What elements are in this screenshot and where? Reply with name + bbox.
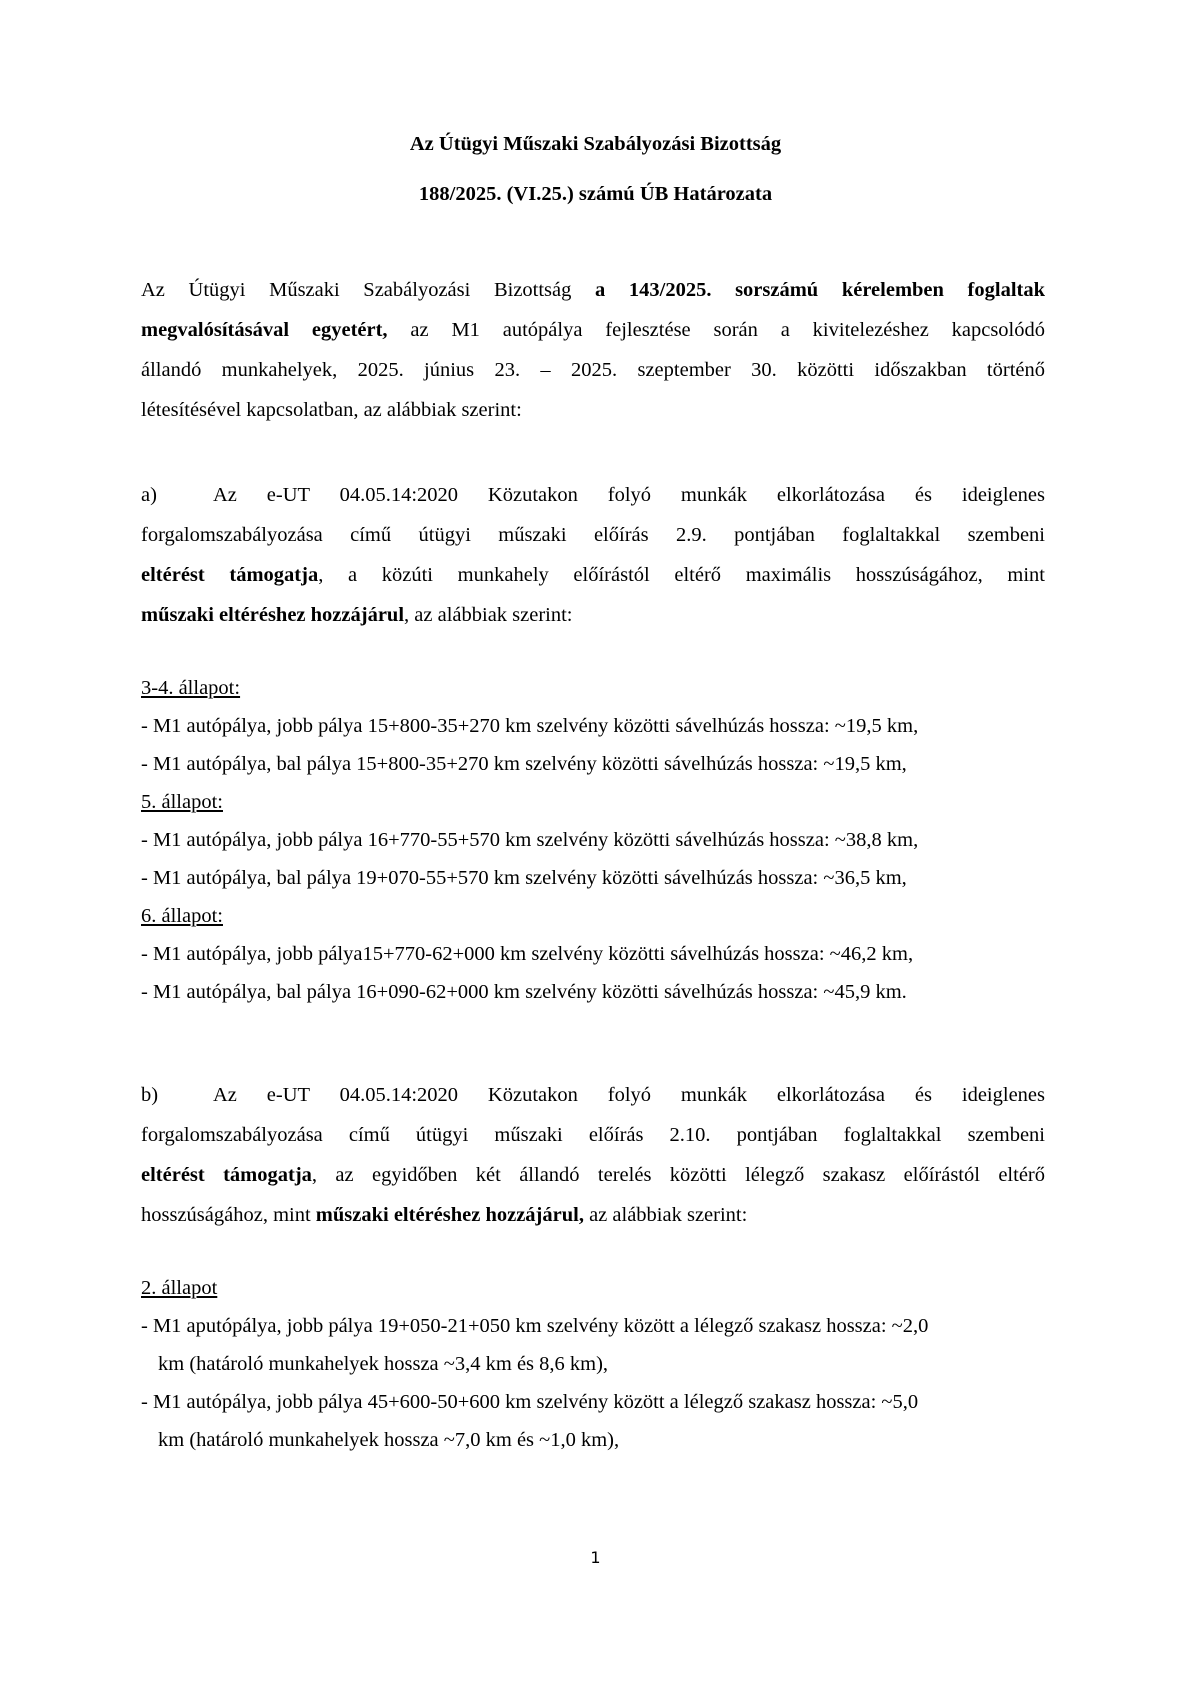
intro-line-1: Az Útügyi Műszaki Szabályozási Bizottság a 143/2025. sorszámú kérelemben foglaltak	[141, 279, 1045, 301]
state-3-4-item: - M1 autópálya, bal pálya 15+800-35+270 km szelvény közötti sávelhúzás hossza: ~19,5 km,	[141, 753, 907, 775]
section-a-line-4: műszaki eltéréshez hozzájárul, az alábbiak szerint:	[141, 604, 573, 626]
state-2-label: 2. állapot	[141, 1277, 218, 1299]
state-5-label: 5. állapot:	[141, 791, 223, 813]
section-a-line-3: eltérést támogatja, a közúti munkahely előírástól eltérő maximális hosszúságához, mint	[141, 564, 1045, 586]
document-title: Az Útügyi Műszaki Szabályozási Bizottság	[409, 133, 782, 155]
resolution-number: 188/2025. (VI.25.) számú ÚB Határozata	[418, 183, 773, 205]
section-b-line-3: eltérést támogatja, az egyidőben két állandó terelés közötti lélegző szakasz előírástól eltérő	[141, 1164, 1045, 1186]
section-b-line-4: hosszúságához, mint műszaki eltéréshez hozzájárul, az alábbiak szerint:	[141, 1204, 748, 1226]
section-a-line-1: a) Az e-UT 04.05.14:2020 Közutakon folyó munkák elkorlátozása és ideiglenes	[141, 484, 1045, 506]
state-2-item: - M1 aputópálya, jobb pálya 19+050-21+050 km szelvény között a lélegző szakasz hossza: ~2,0	[141, 1315, 929, 1337]
state-2-item-continuation: km (határoló munkahelyek hossza ~3,4 km és 8,6 km),	[158, 1353, 609, 1375]
page-number: 1	[590, 1548, 601, 1567]
section-a-marker: a)	[141, 484, 157, 506]
section-b-line-2: forgalomszabályozása című útügyi műszaki előírás 2.10. pontjában foglaltakkal szembeni	[141, 1124, 1045, 1146]
state-3-4-item: - M1 autópálya, jobb pálya 15+800-35+270 km szelvény közötti sávelhúzás hossza: ~19,5 km,	[141, 715, 919, 737]
state-6-item: - M1 autópálya, bal pálya 16+090-62+000 km szelvény közötti sávelhúzás hossza: ~45,9 km.	[141, 981, 907, 1003]
state-6-label: 6. állapot:	[141, 905, 223, 927]
state-2-item: - M1 autópálya, jobb pálya 45+600-50+600 km szelvény között a lélegző szakasz hossza: ~5,0	[141, 1391, 919, 1413]
state-5-item: - M1 autópálya, jobb pálya 16+770-55+570 km szelvény közötti sávelhúzás hossza: ~38,8 km,	[141, 829, 919, 851]
intro-line-4: létesítésével kapcsolatban, az alábbiak szerint:	[141, 399, 522, 421]
intro-line-3: állandó munkahelyek, 2025. június 23. – 2025. szeptember 30. közötti időszakban történő	[141, 359, 1045, 381]
state-2-item-continuation: km (határoló munkahelyek hossza ~7,0 km és ~1,0 km),	[158, 1429, 620, 1451]
state-5-item: - M1 autópálya, bal pálya 19+070-55+570 km szelvény közötti sávelhúzás hossza: ~36,5 km,	[141, 867, 907, 889]
intro-line-2: megvalósításával egyetért, az M1 autópálya fejlesztése során a kivitelezéshez kapcsolódó	[141, 319, 1046, 341]
section-a-line-2: forgalomszabályozása című útügyi műszaki előírás 2.9. pontjában foglaltakkal szembeni	[141, 524, 1045, 546]
section-b-line-1: b) Az e-UT 04.05.14:2020 Közutakon folyó munkák elkorlátozása és ideiglenes	[141, 1084, 1045, 1106]
section-b-marker: b)	[141, 1084, 159, 1106]
state-6-item: - M1 autópálya, jobb pálya15+770-62+000 km szelvény közötti sávelhúzás hossza: ~46,2 km,	[141, 943, 914, 965]
state-3-4-label: 3-4. állapot:	[141, 677, 241, 699]
